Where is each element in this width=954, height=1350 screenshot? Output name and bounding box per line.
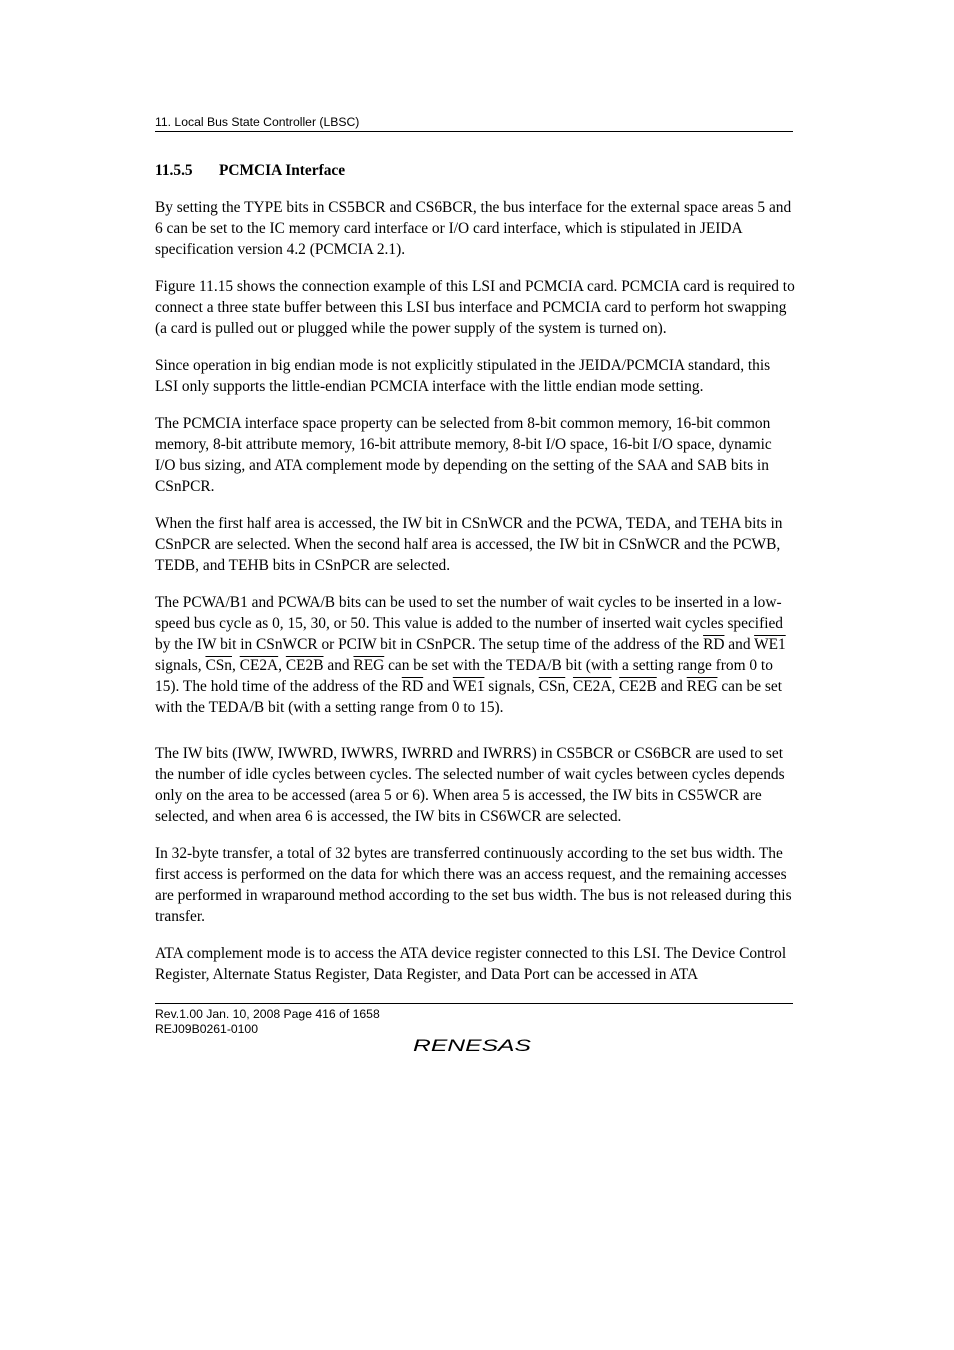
signal-ce2b: CE2B bbox=[619, 678, 657, 695]
text-span: signals, bbox=[155, 657, 206, 674]
text-span: and bbox=[656, 678, 687, 695]
paragraph-wait-cycles bbox=[155, 592, 795, 718]
signal-we1: WE1 bbox=[452, 678, 485, 695]
running-title: 11. Local Bus State Controller (LBSC) bbox=[155, 115, 360, 129]
signal-ce2b: CE2B bbox=[285, 657, 324, 674]
paragraph-figure-reference: Figure 11.15 shows the connection example of this LSI and PCMCIA card. PCMCIA card is required to connect a three state buffer between this LSI bus interface and PCMCIA card to perform hot swapping (a card is pulled out or plugged while the power supply of the system is turned on). bbox=[155, 278, 795, 337]
paragraph-space-property: The PCMCIA interface space property can be selected from 8-bit common memory, 16-bit common memory, 8-bit attribute memory, 16-bit attribute memory, 8-bit I/O space, 16-bit I/O space, dynamic I/O bus sizing, and ATA complement mode by depending on the setting of the SAA and SAB bits in CSnPCR. bbox=[155, 415, 772, 495]
paragraph-area-selection: When the first half area is accessed, the IW bit in CSnWCR and the PCWA, TEDA, and TEHA bits in CSnPCR are selected. When the second half area is accessed, the IW bit in CSnWCR and the PCWB, TEDB, and TEHB bits in CSnPCR are selected. bbox=[155, 515, 783, 574]
footer-revision: Rev.1.00 Jan. 10, 2008 Page 416 of 1658 bbox=[155, 1007, 380, 1021]
signal-csn: $\overline{CSn}$ bbox=[538, 678, 566, 695]
paragraph-32-byte-transfer: In 32-byte transfer, a total of 32 bytes are transferred continuously according to the set bus width. The first access is performed on the data for which there was an access request, and the remaining accesses are performed in wraparound method according to the set bus width. The bus is not released during this transfer. bbox=[155, 845, 792, 925]
signal-we1: WE1 bbox=[754, 636, 786, 653]
signal-ce2a: CE2A bbox=[239, 657, 279, 674]
signal-rd: $\overline{RD}$ bbox=[703, 636, 725, 653]
page-body bbox=[155, 160, 795, 1001]
signal-ce2a: CE2A bbox=[572, 678, 612, 695]
text-span: , bbox=[278, 657, 286, 674]
text-span: , bbox=[231, 657, 240, 674]
section-title: PCMCIA Interface bbox=[219, 162, 346, 179]
paragraph-endian: Since operation in big endian mode is not explicitly stipulated in the JEIDA/PCMCIA standard, this LSI only supports the little-endian PCMCIA interface with the little endian mode setting. bbox=[155, 357, 771, 395]
text-span: , bbox=[611, 678, 620, 695]
signal-csn: $\overline{CSn}$ bbox=[205, 657, 232, 674]
signal-rd: $\overline{RD}$ bbox=[401, 678, 424, 695]
logo-text: RENESAS bbox=[413, 1036, 532, 1055]
text-span: can be set with the TEDA/B bit (with a setting range from 0 to 15). bbox=[155, 678, 783, 716]
paragraph-type-bits: By setting the TYPE bits in CS5BCR and CS6BCR, the bus interface for the external space areas 5 and 6 can be set to the IC memory card interface or I/O card interface, which is stipulated in JEIDA specification version 4.2 (PCMCIA 2.1). bbox=[155, 199, 792, 258]
signal-reg: $\overline{REG}$ bbox=[686, 678, 718, 695]
renesas-logo bbox=[413, 1035, 533, 1055]
text-span: can be set with the TEDA/B bit (with a setting range from 0 to 15). The hold time of the address of the bbox=[155, 657, 773, 695]
text-span: , bbox=[565, 678, 573, 695]
page-footer bbox=[155, 1003, 793, 1037]
paragraph-ata-complement: ATA complement mode is to access the ATA device register connected to this LSI. The Device Control Register, Alternate Status Register, Data Register, and Data Port can be accessed in ATA bbox=[155, 945, 787, 983]
paragraph-idle-cycles: The IW bits (IWW, IWWRD, IWWRS, IWRRD and IWRRS) in CS5BCR or CS6BCR are used to set the number of idle cycles between cycles. The selected number of wait cycles between cycles depends only on the area to be accessed (area 5 or 6). When area 5 is accessed, the IW bits in CS5WCR are selected, and when area 6 is accessed, the IW bits in CS6WCR are selected. bbox=[155, 745, 785, 825]
signal-reg: $\overline{REG}$ bbox=[353, 657, 385, 674]
text-span: signals, bbox=[484, 678, 539, 695]
section-heading bbox=[155, 160, 795, 181]
text-span: and bbox=[323, 657, 354, 674]
text-span: The PCWA/B1 and PCWA/B bits can be used to set the number of wait cycles to be inserted in a low-speed bus cycle as 0, 15, 30, or 50. This value is added to the number of inserted wait cycles specified by the IW bit in CSnWCR or PCIW bit in CSnPCR. The setup time of the address of the bbox=[155, 594, 783, 653]
footer-document-number: REJ09B0261-0100 bbox=[155, 1022, 258, 1036]
text-span: and bbox=[724, 636, 755, 653]
section-number: 11.5.5 bbox=[155, 162, 193, 179]
text-span: and bbox=[423, 678, 453, 695]
running-header bbox=[155, 115, 793, 132]
